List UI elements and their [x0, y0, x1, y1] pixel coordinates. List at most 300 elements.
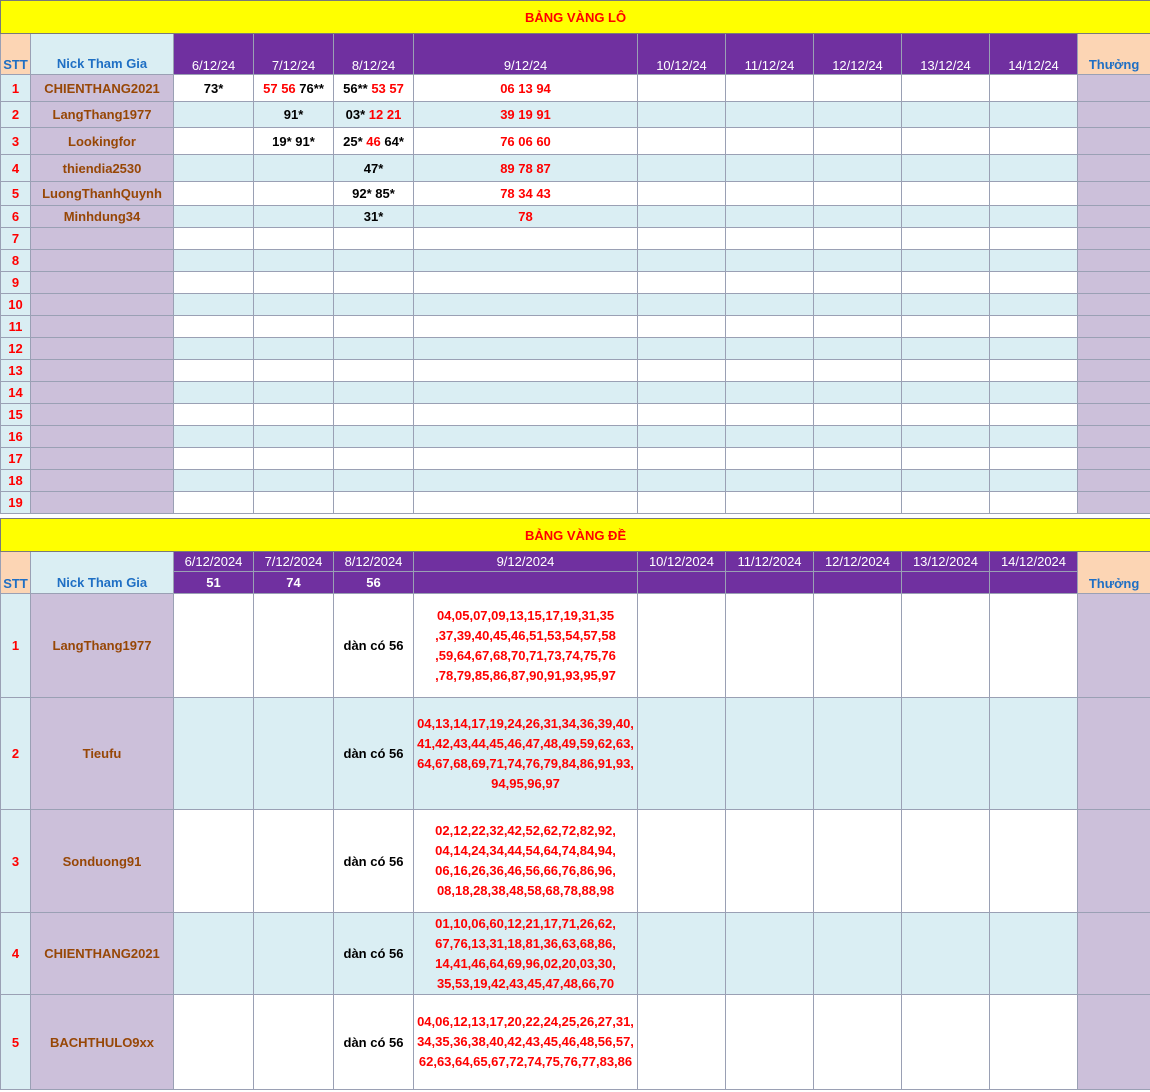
nick-cell[interactable]	[31, 426, 174, 448]
nick-cell[interactable]: Sonduong91	[31, 810, 174, 913]
nick-cell[interactable]	[31, 272, 174, 294]
lo-number: 91*	[283, 107, 304, 122]
lo-cell[interactable]	[726, 492, 814, 514]
bonus-cell[interactable]	[1078, 470, 1150, 492]
lo-cell[interactable]	[334, 404, 414, 426]
lo-cell[interactable]	[726, 426, 814, 448]
lo-cell[interactable]	[334, 426, 414, 448]
table-row	[1, 338, 1150, 360]
de-cell[interactable]	[638, 594, 726, 698]
nick-cell[interactable]: thiendia2530	[31, 155, 174, 182]
lo-cell[interactable]	[814, 206, 902, 228]
row-number: 15	[1, 404, 31, 426]
lo-cell[interactable]	[638, 448, 726, 470]
lo-cell[interactable]	[254, 182, 334, 206]
de-cell[interactable]	[902, 810, 990, 913]
lo-cell[interactable]	[726, 228, 814, 250]
lo-cell[interactable]	[414, 128, 638, 155]
lo-cell[interactable]	[254, 426, 334, 448]
lo-header-date: 11/12/24	[726, 34, 814, 75]
lo-cell[interactable]	[814, 182, 902, 206]
lo-cell[interactable]	[726, 75, 814, 102]
bonus-cell[interactable]	[1078, 75, 1150, 102]
bonus-cell[interactable]	[1078, 294, 1150, 316]
lo-cell[interactable]	[174, 338, 254, 360]
nick-cell[interactable]	[31, 492, 174, 514]
row-number: 4	[1, 155, 31, 182]
lo-cell[interactable]	[990, 102, 1078, 128]
nick-cell[interactable]	[31, 470, 174, 492]
de-note-cell[interactable]: dàn có 56	[334, 810, 414, 913]
lo-cell[interactable]	[174, 250, 254, 272]
lo-cell[interactable]	[638, 102, 726, 128]
lo-cell[interactable]	[334, 75, 414, 102]
bonus-cell[interactable]	[1078, 404, 1150, 426]
de-cell[interactable]	[174, 913, 254, 995]
lo-cell[interactable]	[174, 272, 254, 294]
nick-cell[interactable]: LangThang1977	[31, 102, 174, 128]
bonus-cell[interactable]	[1078, 492, 1150, 514]
de-number-list[interactable]	[414, 810, 638, 913]
lo-cell[interactable]	[414, 294, 638, 316]
lo-cell[interactable]	[334, 294, 414, 316]
lo-cell[interactable]	[902, 492, 990, 514]
lo-number: 25*	[343, 133, 363, 149]
lo-cell[interactable]	[814, 316, 902, 338]
lo-cell[interactable]	[254, 382, 334, 404]
bonus-cell[interactable]	[1078, 698, 1150, 810]
lo-cell[interactable]	[990, 206, 1078, 228]
de-cell[interactable]	[174, 594, 254, 698]
lo-cell[interactable]	[414, 382, 638, 404]
lo-cell[interactable]	[638, 128, 726, 155]
lo-cell[interactable]	[414, 404, 638, 426]
de-number-line: 02,12,22,32,42,52,62,72,82,92,	[435, 823, 616, 838]
lo-cell[interactable]	[414, 75, 638, 102]
lo-cell[interactable]	[814, 492, 902, 514]
lo-cell[interactable]	[174, 155, 254, 182]
lo-cell[interactable]	[814, 155, 902, 182]
table-row	[1, 404, 1150, 426]
lo-cell[interactable]	[334, 338, 414, 360]
lo-cell[interactable]	[638, 228, 726, 250]
lo-cell[interactable]	[814, 228, 902, 250]
lo-cell[interactable]	[638, 382, 726, 404]
lo-cell[interactable]	[334, 182, 414, 206]
lo-cell[interactable]	[414, 316, 638, 338]
bonus-cell[interactable]	[1078, 102, 1150, 128]
lo-cell[interactable]	[638, 250, 726, 272]
lo-cell[interactable]	[254, 128, 334, 155]
lo-cell[interactable]	[814, 102, 902, 128]
de-cell[interactable]	[726, 913, 814, 995]
lo-cell[interactable]	[174, 470, 254, 492]
de-cell[interactable]	[990, 698, 1078, 810]
de-note-cell[interactable]: dàn có 56	[334, 913, 414, 995]
lo-cell[interactable]	[990, 155, 1078, 182]
nick-cell[interactable]: LuongThanhQuynh	[31, 182, 174, 206]
lo-cell[interactable]	[638, 182, 726, 206]
nick-cell[interactable]: BACHTHULO9xx	[31, 995, 174, 1090]
lo-cell[interactable]	[174, 360, 254, 382]
lo-cell[interactable]	[414, 206, 638, 228]
lo-cell[interactable]	[254, 470, 334, 492]
lo-header-bonus: Thưởng	[1078, 34, 1150, 75]
lo-cell[interactable]	[174, 182, 254, 206]
lo-cell[interactable]	[174, 382, 254, 404]
de-header-nick: Nick Tham Gia	[31, 552, 174, 594]
lo-cell[interactable]	[334, 492, 414, 514]
de-title: BẢNG VÀNG ĐỀ	[1, 519, 1150, 552]
de-result	[990, 572, 1078, 594]
lo-cell[interactable]	[990, 448, 1078, 470]
bonus-cell[interactable]	[1078, 182, 1150, 206]
lo-cell[interactable]	[174, 228, 254, 250]
lo-cell[interactable]	[726, 250, 814, 272]
lo-cell[interactable]	[902, 338, 990, 360]
lo-cell[interactable]	[174, 448, 254, 470]
lo-cell[interactable]	[814, 382, 902, 404]
lo-cell[interactable]	[174, 206, 254, 228]
lo-cell[interactable]	[726, 155, 814, 182]
lo-cell[interactable]	[990, 182, 1078, 206]
lo-cell[interactable]	[414, 155, 638, 182]
lo-cell[interactable]	[414, 228, 638, 250]
lo-cell[interactable]	[254, 360, 334, 382]
lo-cell[interactable]	[638, 492, 726, 514]
lo-cell[interactable]	[990, 228, 1078, 250]
lo-cell[interactable]	[990, 75, 1078, 102]
de-cell[interactable]	[990, 995, 1078, 1090]
lo-cell[interactable]	[174, 316, 254, 338]
row-number: 10	[1, 294, 31, 316]
row-number: 11	[1, 316, 31, 338]
lo-cell[interactable]	[902, 404, 990, 426]
lo-cell[interactable]	[902, 426, 990, 448]
bonus-cell[interactable]	[1078, 128, 1150, 155]
lo-cell[interactable]	[990, 470, 1078, 492]
lo-cell[interactable]	[334, 250, 414, 272]
nick-cell[interactable]: CHIENTHANG2021	[31, 75, 174, 102]
lo-cell[interactable]	[990, 316, 1078, 338]
nick-cell[interactable]	[31, 228, 174, 250]
bonus-cell[interactable]	[1078, 995, 1150, 1090]
lo-cell[interactable]	[414, 272, 638, 294]
lo-cell[interactable]	[334, 128, 414, 155]
lo-cell[interactable]	[814, 338, 902, 360]
de-cell[interactable]	[726, 594, 814, 698]
de-cell[interactable]	[814, 698, 902, 810]
de-cell[interactable]	[254, 913, 334, 995]
bonus-cell[interactable]	[1078, 250, 1150, 272]
lo-cell[interactable]	[334, 228, 414, 250]
nick-cell[interactable]	[31, 316, 174, 338]
lo-cell[interactable]	[638, 272, 726, 294]
lo-cell[interactable]	[814, 294, 902, 316]
de-number-line: 67,76,13,31,18,81,36,63,68,86,	[435, 935, 616, 951]
de-number-list[interactable]	[414, 995, 638, 1090]
lo-cell[interactable]	[990, 272, 1078, 294]
lo-cell[interactable]	[902, 102, 990, 128]
de-cell[interactable]	[814, 810, 902, 913]
bonus-cell[interactable]	[1078, 426, 1150, 448]
lo-cell[interactable]	[638, 404, 726, 426]
lo-cell[interactable]	[726, 448, 814, 470]
de-cell[interactable]	[174, 698, 254, 810]
bonus-cell[interactable]	[1078, 382, 1150, 404]
bonus-cell[interactable]	[1078, 155, 1150, 182]
table-row	[1, 448, 1150, 470]
nick-cell[interactable]: Tieufu	[31, 698, 174, 810]
de-cell[interactable]	[814, 995, 902, 1090]
lo-cell[interactable]	[990, 360, 1078, 382]
lo-cell[interactable]	[254, 316, 334, 338]
lo-header-stt: STT	[1, 34, 31, 75]
de-number-list[interactable]	[414, 594, 638, 698]
lo-cell[interactable]	[814, 360, 902, 382]
lo-header-date: 8/12/24	[334, 34, 414, 75]
table-row	[1, 75, 1150, 102]
lo-cell[interactable]	[334, 102, 414, 128]
lo-cell[interactable]	[902, 182, 990, 206]
lo-cell[interactable]	[638, 75, 726, 102]
nick-cell[interactable]	[31, 448, 174, 470]
lo-cell[interactable]	[254, 338, 334, 360]
lo-cell[interactable]	[638, 294, 726, 316]
lo-cell[interactable]	[726, 360, 814, 382]
de-cell[interactable]	[814, 913, 902, 995]
lo-cell[interactable]	[334, 206, 414, 228]
nick-cell[interactable]	[31, 360, 174, 382]
lo-cell[interactable]	[174, 426, 254, 448]
lo-cell[interactable]	[814, 272, 902, 294]
lo-cell[interactable]	[638, 470, 726, 492]
bonus-cell[interactable]	[1078, 594, 1150, 698]
lo-cell[interactable]	[334, 155, 414, 182]
de-result	[414, 572, 638, 594]
lo-cell[interactable]	[902, 470, 990, 492]
lo-cell[interactable]	[638, 360, 726, 382]
lo-cell[interactable]	[726, 382, 814, 404]
lo-cell[interactable]	[254, 206, 334, 228]
lo-cell[interactable]	[254, 448, 334, 470]
lo-cell[interactable]	[254, 272, 334, 294]
lo-cell[interactable]	[174, 75, 254, 102]
nick-cell[interactable]: LangThang1977	[31, 594, 174, 698]
lo-cell[interactable]	[990, 404, 1078, 426]
lo-cell[interactable]	[726, 272, 814, 294]
de-cell[interactable]	[990, 810, 1078, 913]
de-cell[interactable]	[902, 698, 990, 810]
bonus-cell[interactable]	[1078, 316, 1150, 338]
lo-cell[interactable]	[814, 75, 902, 102]
de-cell[interactable]	[174, 995, 254, 1090]
lo-cell[interactable]	[814, 448, 902, 470]
de-cell[interactable]	[726, 810, 814, 913]
de-number-list[interactable]	[414, 913, 638, 995]
lo-cell[interactable]	[334, 382, 414, 404]
lo-cell[interactable]	[990, 382, 1078, 404]
de-number-list[interactable]	[414, 698, 638, 810]
lo-title: BẢNG VÀNG LÔ	[1, 1, 1150, 34]
lo-cell[interactable]	[902, 250, 990, 272]
de-cell[interactable]	[814, 594, 902, 698]
lo-cell[interactable]	[814, 426, 902, 448]
row-number: 6	[1, 206, 31, 228]
lo-cell[interactable]	[414, 250, 638, 272]
lo-cell[interactable]	[990, 426, 1078, 448]
lo-cell[interactable]	[726, 206, 814, 228]
lo-cell[interactable]	[814, 250, 902, 272]
de-note-cell[interactable]: dàn có 56	[334, 995, 414, 1090]
de-cell[interactable]	[726, 698, 814, 810]
lo-number: 39 19 91	[500, 107, 551, 122]
lo-cell[interactable]	[726, 128, 814, 155]
lo-cell[interactable]	[174, 102, 254, 128]
lo-cell[interactable]	[334, 360, 414, 382]
lo-cell[interactable]	[638, 206, 726, 228]
lo-cell[interactable]	[990, 250, 1078, 272]
lo-cell[interactable]	[414, 102, 638, 128]
lo-cell[interactable]	[254, 102, 334, 128]
nick-cell[interactable]	[31, 382, 174, 404]
row-number: 19	[1, 492, 31, 514]
lo-cell[interactable]	[814, 128, 902, 155]
lo-cell[interactable]	[726, 470, 814, 492]
de-cell[interactable]	[254, 698, 334, 810]
de-cell[interactable]	[638, 698, 726, 810]
table-row	[1, 250, 1150, 272]
bonus-cell[interactable]	[1078, 272, 1150, 294]
lo-cell[interactable]	[726, 316, 814, 338]
lo-cell[interactable]	[414, 338, 638, 360]
lo-cell[interactable]	[334, 316, 414, 338]
lo-cell[interactable]	[814, 470, 902, 492]
lo-number: 19* 91*	[272, 133, 315, 149]
de-cell[interactable]	[638, 913, 726, 995]
lo-cell[interactable]	[638, 338, 726, 360]
de-cell[interactable]	[726, 995, 814, 1090]
lo-cell[interactable]	[414, 182, 638, 206]
de-cell[interactable]	[902, 913, 990, 995]
lo-cell[interactable]	[174, 404, 254, 426]
lo-cell[interactable]	[726, 404, 814, 426]
lo-cell[interactable]	[414, 426, 638, 448]
lo-number: 56	[281, 80, 296, 96]
de-cell[interactable]	[174, 810, 254, 913]
lo-cell[interactable]	[174, 294, 254, 316]
nick-cell[interactable]	[31, 404, 174, 426]
bonus-cell[interactable]	[1078, 338, 1150, 360]
lo-cell[interactable]	[902, 382, 990, 404]
nick-cell[interactable]	[31, 338, 174, 360]
lo-cell[interactable]	[254, 75, 334, 102]
lo-cell[interactable]	[254, 155, 334, 182]
de-cell[interactable]	[902, 995, 990, 1090]
de-number-line: 06,16,26,36,46,56,66,76,86,96,	[435, 863, 616, 878]
nick-cell[interactable]: CHIENTHANG2021	[31, 913, 174, 995]
lo-cell[interactable]	[638, 316, 726, 338]
lo-cell[interactable]	[902, 206, 990, 228]
lo-number: 57	[263, 80, 278, 96]
lo-number: 92* 85*	[352, 186, 395, 201]
lo-cell[interactable]	[254, 250, 334, 272]
lo-cell[interactable]	[990, 294, 1078, 316]
lo-cell[interactable]	[726, 338, 814, 360]
lo-cell[interactable]	[334, 272, 414, 294]
lo-cell[interactable]	[638, 155, 726, 182]
lo-cell[interactable]	[414, 448, 638, 470]
de-cell[interactable]	[254, 995, 334, 1090]
lo-cell[interactable]	[254, 294, 334, 316]
lo-cell[interactable]	[990, 492, 1078, 514]
lo-cell[interactable]	[414, 492, 638, 514]
lo-cell[interactable]	[902, 360, 990, 382]
lo-cell[interactable]	[902, 294, 990, 316]
lo-cell[interactable]	[254, 404, 334, 426]
lo-cell[interactable]	[902, 155, 990, 182]
lo-cell[interactable]	[414, 360, 638, 382]
de-cell[interactable]	[254, 594, 334, 698]
lo-cell[interactable]	[902, 272, 990, 294]
lo-cell[interactable]	[254, 228, 334, 250]
de-cell[interactable]	[902, 594, 990, 698]
lo-cell[interactable]	[902, 448, 990, 470]
lo-cell[interactable]	[902, 128, 990, 155]
lo-cell[interactable]	[902, 75, 990, 102]
nick-cell[interactable]: Lookingfor	[31, 128, 174, 155]
de-number-line: 08,18,28,38,48,58,68,78,88,98	[436, 883, 615, 898]
de-cell[interactable]	[990, 594, 1078, 698]
nick-cell[interactable]	[31, 250, 174, 272]
lo-cell[interactable]	[902, 316, 990, 338]
lo-cell[interactable]	[814, 404, 902, 426]
lo-cell[interactable]	[726, 102, 814, 128]
lo-cell[interactable]	[726, 294, 814, 316]
de-note-cell[interactable]: dàn có 56	[334, 594, 414, 698]
bonus-cell[interactable]	[1078, 228, 1150, 250]
lo-cell[interactable]	[254, 492, 334, 514]
lo-cell[interactable]	[174, 128, 254, 155]
lo-cell[interactable]	[990, 338, 1078, 360]
lo-cell[interactable]	[174, 492, 254, 514]
de-header-date: 6/12/2024	[174, 552, 254, 572]
de-cell[interactable]	[990, 913, 1078, 995]
lo-cell[interactable]	[990, 128, 1078, 155]
bonus-cell[interactable]	[1078, 206, 1150, 228]
lo-cell[interactable]	[334, 470, 414, 492]
de-cell[interactable]	[638, 810, 726, 913]
de-note-cell[interactable]: dàn có 56	[334, 698, 414, 810]
nick-cell[interactable]	[31, 294, 174, 316]
bonus-cell[interactable]	[1078, 913, 1150, 995]
bonus-cell[interactable]	[1078, 810, 1150, 913]
lo-cell[interactable]	[334, 448, 414, 470]
bonus-cell[interactable]	[1078, 360, 1150, 382]
bonus-cell[interactable]	[1078, 448, 1150, 470]
lo-cell[interactable]	[902, 228, 990, 250]
lo-number: 76 06 60	[500, 133, 551, 149]
lo-cell[interactable]	[638, 426, 726, 448]
de-cell[interactable]	[254, 810, 334, 913]
row-number: 5	[1, 995, 31, 1090]
de-result	[638, 572, 726, 594]
lo-cell[interactable]	[414, 470, 638, 492]
lo-cell[interactable]	[726, 182, 814, 206]
nick-cell[interactable]: Minhdung34	[31, 206, 174, 228]
de-number-line: 64,67,68,69,71,74,76,79,84,86,91,93,	[417, 755, 634, 771]
de-cell[interactable]	[638, 995, 726, 1090]
